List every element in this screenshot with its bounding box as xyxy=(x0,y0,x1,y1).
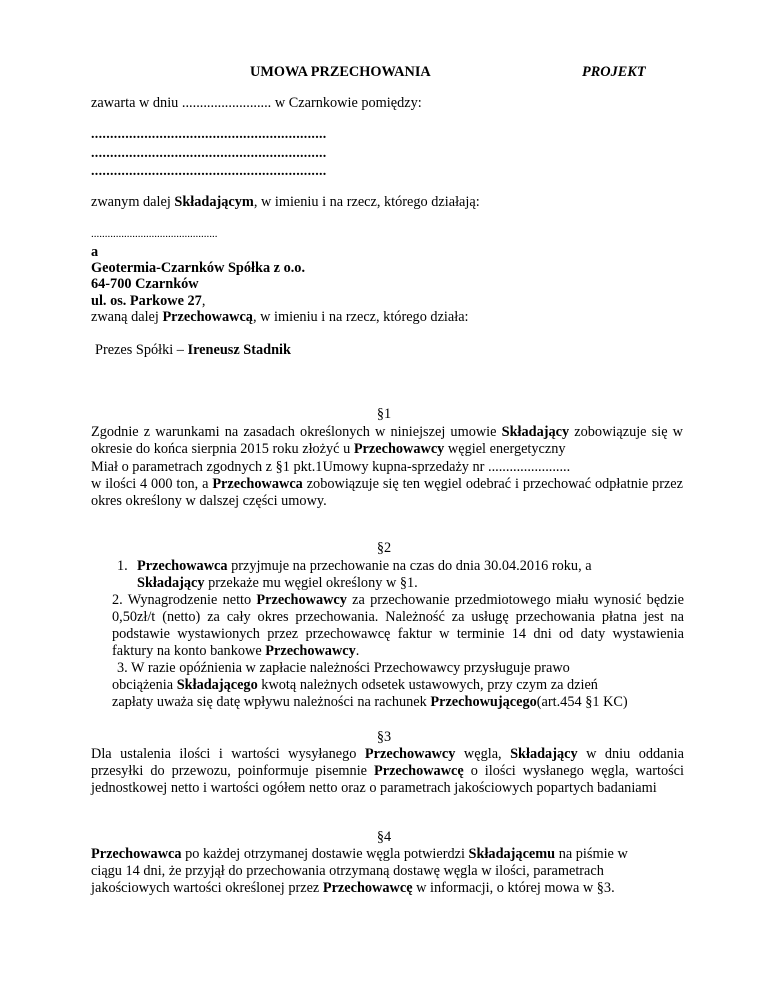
s2-p2-bold-1: Przechowawcy xyxy=(256,592,347,608)
s2-p3-text-2: kwotą należnych odsetek ustawowych, przy czym za dzień xyxy=(257,677,598,693)
s2-p2-text-1: 2. Wynagrodzenie netto xyxy=(112,592,257,608)
s1-bold-2: Przechowawcy xyxy=(353,441,445,457)
party-blank-3: .............................................................. xyxy=(91,164,327,179)
s2-p1-bold-1: Przechowawca xyxy=(137,558,228,574)
s1-text-2: zobowiązuje się w okresie do końca sierpnia 2015 roku złożyć u xyxy=(91,424,683,457)
s3-text-3: w dniu oddania przesyłki do przewozu, poinformuje pisemnie xyxy=(91,746,684,779)
and-connector: a xyxy=(91,244,99,260)
s2-point-1-line-1 xyxy=(137,558,592,575)
depositor-term: Składającym xyxy=(174,194,254,210)
s3-bold-3: Przechowawcę xyxy=(374,763,464,779)
depositor-pre-text: zwanym dalej xyxy=(91,194,175,210)
s2-point-2 xyxy=(112,592,684,660)
s2-p1-text-2: przekaże mu węgiel określony w §1. xyxy=(204,575,418,591)
s2-p1-bold-2: Składający xyxy=(137,575,205,591)
s2-p1-text-1: przyjmuje na przechowanie na czas do dnia 30.04.2016 roku, a xyxy=(227,558,592,574)
s3-bold-1: Przechowawcy xyxy=(364,746,456,762)
document-title: UMOWA PRZECHOWANIA xyxy=(250,64,431,80)
party-blank-1: .............................................................. xyxy=(91,127,327,142)
keeper-term: Przechowawcą xyxy=(162,309,253,325)
s2-p3-bold-1: Składającego xyxy=(176,677,258,693)
s4-text-4: w informacji, o której mowa w §3. xyxy=(412,880,615,896)
s1-text-5: zobowiązuje się ten węgiel odebrać i przechować odpłatnie przez okres określony w dalszej części umowy. xyxy=(91,476,683,509)
street-comma: , xyxy=(201,293,206,309)
s4-bold-1: Przechowawca xyxy=(91,846,182,862)
company-street: ul. os. Parkowe 27 xyxy=(91,293,202,309)
representative-blank: .............................................. xyxy=(91,228,218,240)
section-4-line-2: ciągu 14 dni, że przyjął do przechowania otrzymaną dostawę węgla w ilości, parametrach xyxy=(91,863,604,879)
s3-text-4: o ilości wysłanego węgla, wartości jednostkowej netto i wartości ogółem netto oraz o parametrach jakościowych popartych badaniami xyxy=(91,763,684,796)
s4-text-1: po każdej otrzymanej dostawie węgla potwierdzi xyxy=(181,846,469,862)
section-1-body-2 xyxy=(91,476,683,510)
depositor-definition xyxy=(91,194,480,211)
s3-text-1: Dla ustalenia ilości i wartości wysyłanego xyxy=(91,746,365,762)
s3-text-2: węgla, xyxy=(455,746,511,762)
s2-p2-text-3: . xyxy=(355,643,360,659)
s2-point-1-line-2 xyxy=(137,575,418,592)
keeper-post-text: , w imieniu i na rzecz, którego działa: xyxy=(252,309,469,325)
keeper-pre-text: zwaną dalej xyxy=(91,309,163,325)
section-3-heading: §3 xyxy=(376,729,392,745)
s1-bold-1: Składający xyxy=(501,424,570,440)
s2-point-3-line-2 xyxy=(112,677,598,694)
s2-p3-text-3: zapłaty uważa się datę wpływu należności na rachunek xyxy=(112,694,431,710)
s1-text-1: Zgodnie z warunkami na zasadach określonych w niniejszej umowie xyxy=(91,424,502,440)
s2-p2-text-2: za przechowanie przedmiotowego miału wynosić będzie 0,50zł/t (netto) za cały okres przechowania. Należność za usługę przechowania płatna jest na podstawie wystawionych przez przechowawcę faktur w terminie 14 dni od daty wystawienia faktury na konto bankowe xyxy=(112,592,684,659)
intro-line: zawarta w dniu ......................... w Czarnkowie pomiędzy: xyxy=(91,95,422,111)
s2-point-3-line-1: 3. W razie opóźnienia w zapłacie należności Przechowawcy przysługuje prawo xyxy=(117,660,570,676)
draft-label: PROJEKT xyxy=(582,64,646,80)
s4-bold-2: Składającemu xyxy=(468,846,556,862)
s1-text-4: w ilości 4 000 ton, a xyxy=(91,476,213,492)
section-1-body xyxy=(91,424,683,458)
s3-bold-2: Składający xyxy=(510,746,578,762)
section-4-line-3 xyxy=(91,880,615,897)
section-2-heading: §2 xyxy=(376,540,392,556)
s2-point-1-number: 1. xyxy=(117,558,128,574)
s2-p3-text-1: obciążenia xyxy=(112,677,177,693)
s1-text-3: węgiel energetyczny xyxy=(444,441,566,457)
keeper-definition xyxy=(91,309,469,326)
president-pre-text: Prezes Spółki – xyxy=(95,342,188,358)
s2-point-3-line-3 xyxy=(112,694,628,711)
company-postal: 64-700 Czarnków xyxy=(91,276,199,292)
s2-p2-bold-2: Przechowawcy xyxy=(265,643,356,659)
company-street-line xyxy=(91,293,205,310)
s4-text-3: jakościowych wartości określonej przez xyxy=(91,880,323,896)
s4-text-2: na piśmie w xyxy=(555,846,628,862)
s1-bold-3: Przechowawca xyxy=(212,476,303,492)
president-name: Ireneusz Stadnik xyxy=(187,342,291,358)
section-4-heading: §4 xyxy=(376,829,392,845)
section-1-heading: §1 xyxy=(376,406,392,422)
section-3-body xyxy=(91,746,684,797)
president-line xyxy=(95,342,291,359)
depositor-post-text: , w imieniu i na rzecz, którego działają: xyxy=(253,194,480,210)
s4-bold-3: Przechowawcę xyxy=(322,880,413,896)
party-blank-2: .............................................................. xyxy=(91,146,327,161)
s2-p3-bold-2: Przechowującego xyxy=(430,694,537,710)
section-1-line-3: Miał o parametrach zgodnych z §1 pkt.1Umowy kupna-sprzedaży nr ....................... xyxy=(91,459,571,475)
section-4-line-1 xyxy=(91,846,628,863)
company-name: Geotermia-Czarnków Spółka z o.o. xyxy=(91,260,306,276)
s2-p3-text-4: (art.454 §1 KC) xyxy=(536,694,628,710)
